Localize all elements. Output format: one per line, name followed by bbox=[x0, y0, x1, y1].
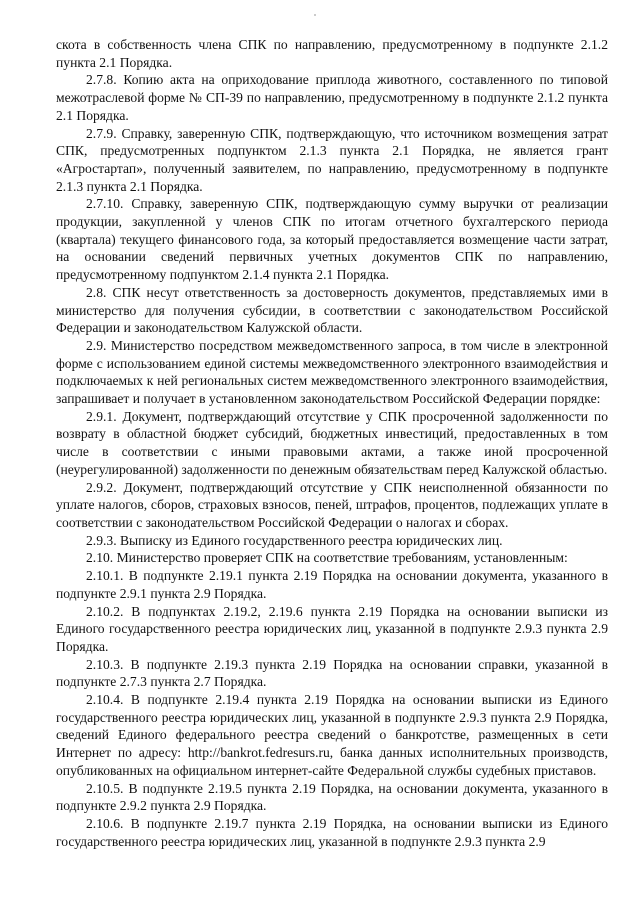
paragraph-2-9-2: 2.9.2. Документ, подтверждающий отсутствие у СПК неисполненной обязанности по уплате налогов, сборов, страховых взносов, пеней, штрафов, процентов, подлежащих уплате в соответствии с законодательством Российской Федерации о налогах и сборах. bbox=[56, 479, 608, 530]
paragraph-2-10-3: 2.10.3. В подпункте 2.19.3 пункта 2.19 Порядка на основании справки, указанной в подпункте 2.7.3 пункта 2.7 Порядка. bbox=[56, 656, 608, 690]
paragraph-2-10-2: 2.10.2. В подпунктах 2.19.2, 2.19.6 пункта 2.19 Порядка на основании выписки из Единого государственного реестра юридических лиц, указанной в подпункте 2.9.3 пункта 2.9 Порядка. bbox=[56, 603, 608, 654]
scan-speck bbox=[314, 14, 316, 16]
paragraph-2-10-5: 2.10.5. В подпункте 2.19.5 пункта 2.19 Порядка, на основании документа, указанного в подпункте 2.9.2 пункта 2.9 Порядка. bbox=[56, 780, 608, 814]
paragraph-2-10-6: 2.10.6. В подпункте 2.19.7 пункта 2.19 Порядка, на основании выписки из Единого государственного реестра юридических лиц, указанной в подпункте 2.9.3 пункта 2.9 bbox=[56, 815, 608, 849]
paragraph-2-9-1: 2.9.1. Документ, подтверждающий отсутствие у СПК просроченной задолженности по возврату в областной бюджет субсидий, бюджетных инвестиций, предоставленных в том числе в соответствии с иными правовыми актами, а также иной просроченной (неурегулированной) задолженности по денежным обязательствам перед Калужской областью. bbox=[56, 408, 608, 477]
paragraph-2-10: 2.10. Министерство проверяет СПК на соответствие требованиям, установленным: bbox=[86, 550, 568, 566]
paragraph-2-9-3: 2.9.3. Выписку из Единого государственного реестра юридических лиц. bbox=[86, 532, 503, 548]
document-page bbox=[56, 36, 608, 850]
paragraph-2-7-8: 2.7.8. Копию акта на оприходование приплода животного, составленного по типовой межотраслевой форме № СП-39 по направлению, предусмотренному в подпункте 2.1.2 пункта 2.1 Порядка. bbox=[56, 72, 608, 123]
paragraph-2-9: 2.9. Министерство посредством межведомственного запроса, в том числе в электронной форме с использованием единой системы межведомственного электронного взаимодействия и подключаемых к ней региональных систем межведомственного электронного взаимодействия, запрашивает и получает в установленном законодательством Российской Федерации порядке: bbox=[56, 337, 608, 407]
paragraph-continuation: скота в собственность члена СПК по направлению, предусмотренному в подпункте 2.1.2 пункта 2.1 Порядка. bbox=[56, 37, 608, 70]
paragraph-2-10-1: 2.10.1. В подпункте 2.19.1 пункта 2.19 Порядка на основании документа, указанного в подпункте 2.9.1 пункта 2.9 Порядка. bbox=[56, 568, 608, 601]
paragraph-2-10-4: 2.10.4. В подпункте 2.19.4 пункта 2.19 Порядка на основании выписки из Единого государственного реестра юридических лиц, указанной в подпункте 2.9.3 пункта 2.9 Порядка, сведений Единого федерального реестра сведений о банкротстве, размещенных в сети Интернет по адресу: http://bankrot.fedresurs.ru, банка данных исполнительных производств, опубликованных на официальном интернет-сайте Федеральной службы судебных приставов. bbox=[56, 692, 608, 778]
paragraph-2-7-9: 2.7.9. Справку, заверенную СПК, подтверждающую, что источником возмещения затрат СПК, предусмотренных подпунктом 2.1.3 пункта 2.1 Порядка, не является грант «Агростартап», полученный заявителем, по направлению, предусмотренному в подпункте 2.1.3 пункта 2.1 Порядка. bbox=[56, 125, 608, 194]
paragraph-2-7-10: 2.7.10. Справку, заверенную СПК, подтверждающую сумму выручки от реализации продукции, закупленной у членов СПК по итогам отчетного бухгалтерского периода (квартала) текущего финансового года, за который предоставляется возмещение части затрат, на основании сведений первичных учетных документов СПК по направлению, предусмотренному подпунктом 2.1.4 пункта 2.1 Порядка. bbox=[56, 196, 608, 283]
paragraph-2-8: 2.8. СПК несут ответственность за достоверность документов, представляемых ими в министерство для получения субсидии, в соответствии с законодательством Российской Федерации и законодательством Калужской области. bbox=[56, 284, 608, 336]
